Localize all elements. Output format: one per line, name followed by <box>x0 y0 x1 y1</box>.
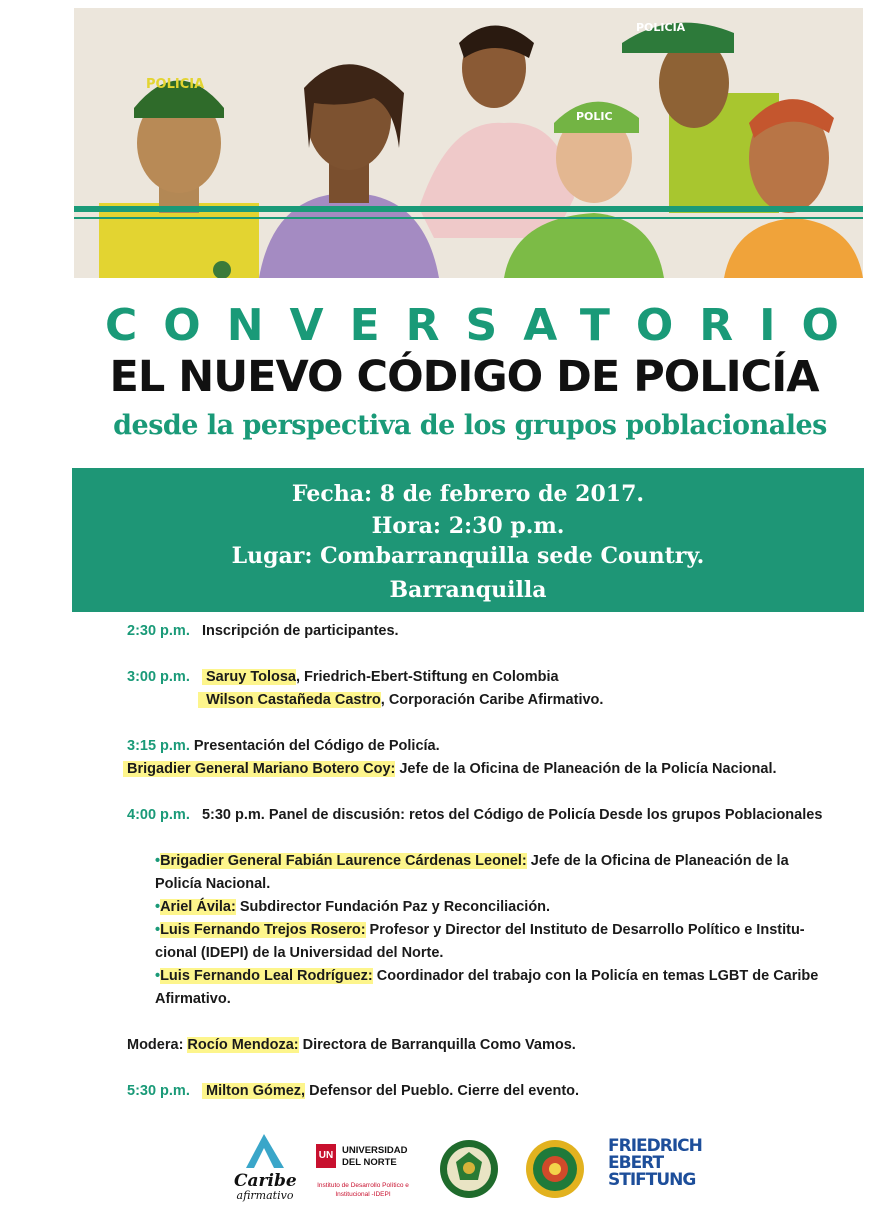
agenda-item-continued <box>198 692 603 708</box>
panelist <box>155 899 550 915</box>
speaker-name: Brigadier General Mariano Botero Coy: <box>123 761 395 777</box>
agenda-text: 5:30 p.m. Panel de discusión: retos del Código de Policía Desde los grupos Poblacionales <box>201 807 823 823</box>
event-place: Lugar: Combarranquilla sede Country. <box>231 543 705 569</box>
agenda-time: 3:15 p.m. <box>127 738 190 754</box>
caribe-afirmativo-logo: Caribe afirmativo <box>234 1132 296 1204</box>
agenda-item <box>127 1083 579 1099</box>
panelist-role: Coordinador del trabajo con la Policía en temas LGBT de Caribe <box>372 968 819 984</box>
event-date: Fecha: 8 de febrero de 2017. <box>291 481 645 507</box>
agenda-item-continued <box>123 761 777 777</box>
subtitle: desde la perspectiva de los grupos poblacionales <box>113 410 827 441</box>
svg-text:POLIC: POLIC <box>576 110 613 123</box>
illustration-banner <box>74 8 863 278</box>
panelist-name: Luis Fernando Leal Rodríguez: <box>160 968 373 984</box>
speaker-name: Saruy Tolosa <box>202 669 296 685</box>
event-info-box <box>72 468 864 612</box>
moderator-label: Modera: <box>127 1037 188 1053</box>
panelist-role-continued: cional (IDEPI) de la Universidad del Norte. <box>155 945 444 961</box>
policia-nacional-emblem <box>438 1138 500 1200</box>
page-title: EL NUEVO CÓDIGO DE POLICÍA <box>109 352 819 402</box>
agenda-time: 3:00 p.m. <box>127 669 190 685</box>
panelist-name: Brigadier General Fabián Laurence Cárdenas Leonel: <box>160 853 527 869</box>
police-officer-left <box>99 77 259 278</box>
woman-purple <box>259 64 439 278</box>
speaker-name: Wilson Castañeda Castro <box>198 692 381 708</box>
panelist <box>155 853 789 869</box>
bullet-icon: • <box>155 922 161 938</box>
banner-stripe <box>74 206 863 212</box>
defensoria-badge-icon <box>524 1138 586 1200</box>
svg-text:POLICIA: POLICIA <box>146 77 205 92</box>
agenda-time: 4:00 p.m. <box>127 807 190 823</box>
panelist-role-continued: Policía Nacional. <box>155 876 271 892</box>
event-city: Barranquilla <box>389 577 547 603</box>
defensoria-emblem <box>524 1138 586 1200</box>
caribe-triangle-icon <box>234 1132 296 1168</box>
panelist-name: Luis Fernando Trejos Rosero: <box>160 922 366 938</box>
agenda-text: Presentación del Código de Policía. <box>193 738 440 754</box>
agenda-time: 5:30 p.m. <box>127 1083 190 1099</box>
panelist-role: Profesor y Director del Instituto de Desarrollo Político e Institu- <box>365 922 805 938</box>
panelist-role: Subdirector Fundación Paz y Reconciliación. <box>235 899 551 915</box>
agenda-time: 2:30 p.m. <box>127 623 190 639</box>
characters-illustration <box>74 8 863 278</box>
panelist <box>155 968 818 984</box>
uninorte-icon: UN <box>316 1144 336 1168</box>
speaker-name: Milton Gómez, <box>202 1083 305 1099</box>
agenda-text: Defensor del Pueblo. Cierre del evento. <box>305 1083 580 1099</box>
title-conversatorio: CONVERSATORIO <box>105 300 865 351</box>
speaker-role: Jefe de la Oficina de Planeación de la Policía Nacional. <box>395 761 777 777</box>
bullet-icon: • <box>155 899 161 915</box>
panelist <box>155 922 805 938</box>
panelist-role-continued: Afirmativo. <box>155 991 231 1007</box>
speaker-affiliation: , Corporación Caribe Afirmativo. <box>380 692 604 708</box>
event-time: Hora: 2:30 p.m. <box>371 513 565 539</box>
fes-logo: FRIEDRICH EBERT STIFTUNG <box>608 1136 702 1190</box>
moderator <box>127 1037 576 1053</box>
moderator-name: Rocío Mendoza: <box>187 1037 299 1053</box>
panelist-role: Jefe de la Oficina de Planeación de la <box>526 853 789 869</box>
svg-text:POLICIA: POLICIA <box>636 21 686 34</box>
panelist-name: Ariel Ávila: <box>160 899 236 915</box>
police-badge-icon <box>438 1138 500 1200</box>
agenda-item <box>127 738 440 754</box>
uninorte-logo: UN UNIVERSIDAD DEL NORTE Instituto de Desarrollo Político e Institucional -IDEPI <box>317 1145 409 1198</box>
bullet-icon: • <box>155 968 161 984</box>
bullet-icon: • <box>155 853 161 869</box>
banner-stripe-thin <box>74 217 863 219</box>
speaker-affiliation: , Friedrich-Ebert-Stiftung en Colombia <box>295 669 559 685</box>
agenda-item <box>127 807 822 823</box>
moderator-role: Directora de Barranquilla Como Vamos. <box>298 1037 576 1053</box>
agenda-text: Inscripción de participantes. <box>201 623 399 639</box>
agenda-item <box>127 669 559 685</box>
agenda-item <box>127 623 399 639</box>
